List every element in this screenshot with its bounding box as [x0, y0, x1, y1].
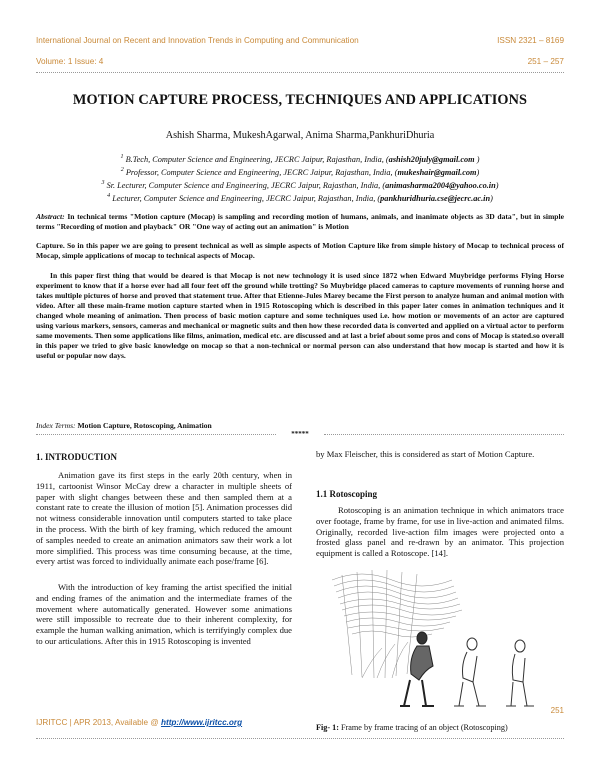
abstract-p3: In this paper first thing that would be deared is that Mocap is not new technology it is used since 1872 when Edward Muybridge performs Flying Horse experiment to know that if a horse ever had all four feet off the ground while trotting? So Muybridge placed cameras to capture movements of running horse and takes multiple pictures of horse and proved that statement true. After that Etienne-Jules Marey became the First person to analyze human and animal motion with video. After all these main-frame motion capture started when in 1915 Rotoscoping which is described in this paper later comes in animation techniques and it changed whole meaning of animation. Then process of basic motion capture and some techniques used i.e. how motion or movements of an actor are captured using various markers, sensors, cameras and mechanical or magnetic suits and then how these recorded data is converted and applied on a virtual actor to perform same movements. Then some applications like films, animation, medical etc. are discussed and at last a brief about some pros and cons of Mocap is stated.so overall in this paper we tried to give basic knowledge on mocap so that a non-technical or normal person can also understand that how mocap is started and how it is useful or popular now days.	[36, 271, 564, 360]
index-terms: Index Terms: Motion Capture, Rotoscoping, Animation	[36, 421, 212, 430]
authors: Ashish Sharma, MukeshAgarwal, Anima Sharma,PankhuriDhuria	[165, 130, 435, 141]
figure-caption: Fig- 1: Frame by frame tracing of an object (Rotoscoping)	[316, 723, 508, 732]
intro-p3: by Max Fleischer, this is considered as start of Motion Capture.	[316, 449, 535, 459]
affiliation-3: $^3$ Sr. Lecturer, Computer Science and Engineering, JECRC Jaipur, Rajasthan, India, (animasharma2004@yahoo.co.in)	[101, 180, 499, 190]
email-link[interactable]: pankhuridhuria.cse@jecrc.ac.in	[380, 193, 491, 203]
page-range: 251 – 257	[527, 57, 564, 66]
page-number: 251	[550, 706, 564, 715]
rotoscoping-figure	[322, 560, 562, 718]
journal-name: International Journal on Recent and Innovation Trends in Computing and Communication	[36, 36, 359, 45]
email-link[interactable]: ashish20july@gmail.com	[388, 154, 475, 164]
volume-issue: Volume: 1 Issue: 4	[36, 57, 104, 66]
intro-p1: Animation gave its first steps in the early 20th century, when in 1911, cartoonist Winsor McCay drew a character in multiple sheets of paper with slight changes between these and then sampled them at a constant rate to create the illusion of motion [5]. Animation processes did not witness considerable innovation until computers started to take place in the process. With the birth of key framing, which reduced the amount of samples needed to create an animation animators saw their work a lot more simplified. This process was time consuming because, at the time, every artist was forced to individually animate each pose/frame [6].	[36, 470, 292, 567]
header-rule	[36, 72, 564, 73]
journal-link[interactable]: http://www.ijritcc.org	[160, 718, 243, 727]
paper-title: MOTION CAPTURE PROCESS, TECHNIQUES AND APPLICATIONS	[72, 92, 528, 108]
issn: ISSN 2321 – 8169	[497, 36, 564, 45]
abstract-p1: Abstract: In technical terms "Motion capture (Mocap) is sampling and recording motion of humans, animals, and inanimate objects as 3D data", but in simple terms "Recording of motion and playback" OR "One way of acting out an animation" is Motion	[36, 212, 564, 231]
email-link[interactable]: animasharma2004@yahoo.co.in	[385, 180, 496, 190]
intro-p2: With the introduction of key framing the artist specified the initial and ending frames of the animation and the intermediate frames of the movement where automatically generated. However some animations were still impossible to recreate due to their inherent complexity, for example the human walking animation, which is terrifyingly complex due to our articulations. After this in 1915 Rotoscoping is invented	[36, 582, 292, 646]
section-heading-rotoscoping: 1.1 Rotoscoping	[316, 489, 378, 499]
separator-rule-right	[324, 434, 564, 435]
affiliation-4: $^4$ Lecturer, Computer Science and Engineering, JECRC Jaipur, Rajasthan, India, (pankhuridhuria.cse@jecrc.ac.in)	[107, 193, 493, 203]
rotoscoping-p1: Rotoscoping is an animation technique in which animators trace over footage, frame by frame, for use in live-action and animated films. Originally, recorded live-action film images were projected onto a frosted glass panel and re-drawn by an animator. This projection equipment is called a Rotoscope. [14].	[316, 505, 564, 559]
footer: IJRITCC | APR 2013, Available @ http://www.ijritcc.org	[36, 718, 243, 727]
footer-rule	[36, 738, 564, 739]
affiliation-2: $^2$ Professor, Computer Science and Engineering, JECRC Jaipur, Rajasthan, India, (mukeshair@gmail.com)	[120, 167, 480, 177]
abstract-p2: Capture. So in this paper we are going to present technical as well as simple aspects of Motion Capture like from simple history of Mocap to technical process of Mocap, simple applications of mocap to technical aspects of Mocap.	[36, 241, 564, 260]
separator-stars: *****	[291, 430, 309, 438]
section-heading-introduction: 1. INTRODUCTION	[36, 452, 118, 462]
email-link[interactable]: mukeshair@gmail.com	[397, 167, 477, 177]
affiliation-1: $^1$ B.Tech, Computer Science and Engineering, JECRC Jaipur, Rajasthan, India, (ashish20july@gmail.com )	[120, 154, 480, 164]
